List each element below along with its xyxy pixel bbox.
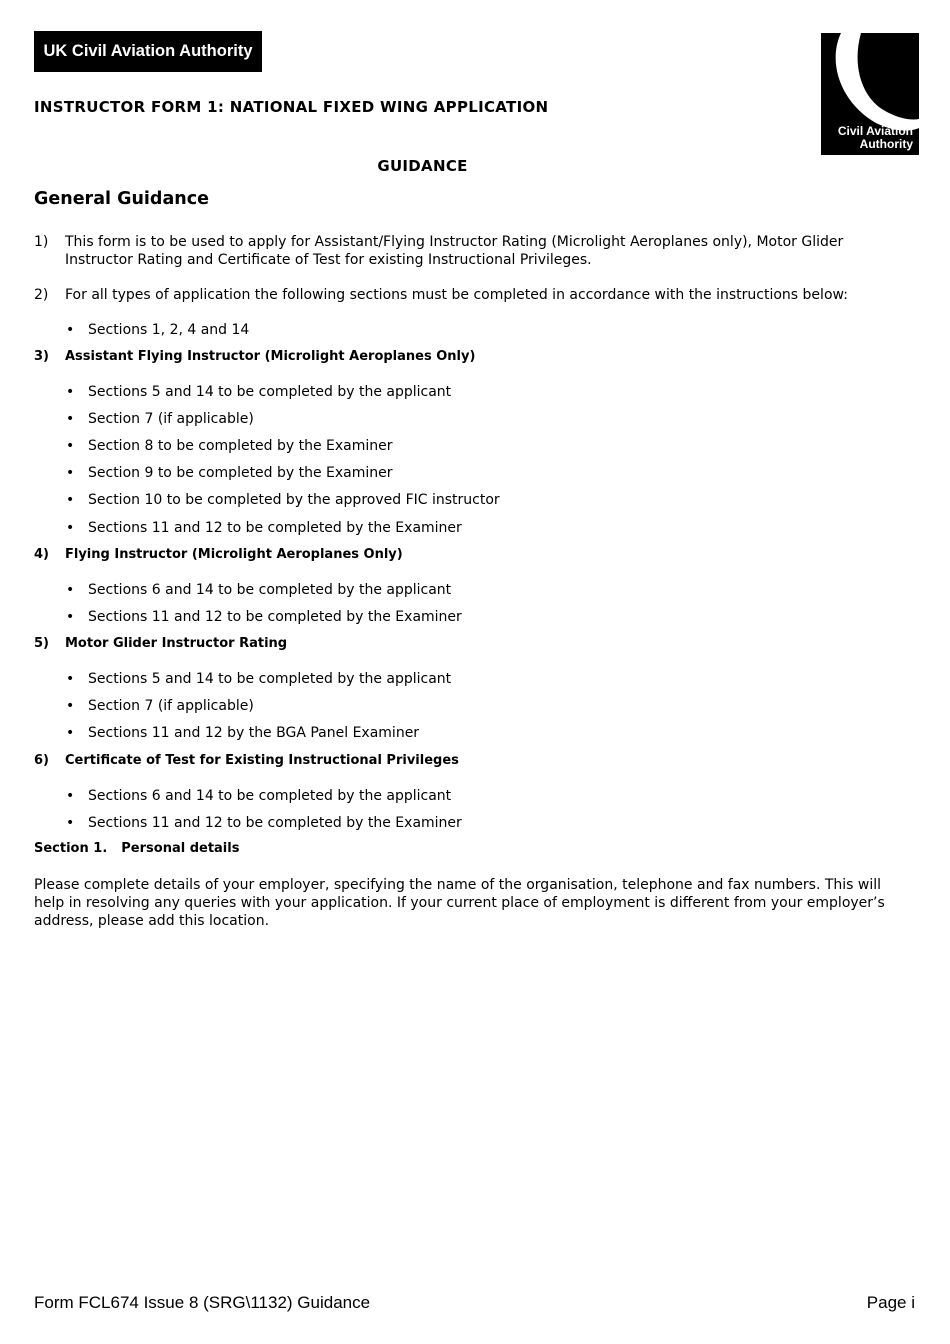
section-1-paragraph: Please complete details of your employer, specifying the name of the organisation, telephone and fax numbers. This will help in resolving any queries with your application. If your current place of employment is different from your employer’s address, please add this location.	[34, 877, 885, 929]
guidance-item-5	[34, 636, 914, 651]
item-number: 1)	[34, 234, 49, 250]
item-number: 3)	[34, 349, 49, 364]
guidance-item-3	[34, 349, 914, 364]
bullet-dot-icon: •	[66, 438, 75, 454]
bullet-dot-icon: •	[66, 788, 75, 804]
bullet-text: Sections 6 and 14 to be completed by the applicant	[88, 788, 452, 804]
form-title: INSTRUCTOR FORM 1: NATIONAL FIXED WING APPLICATION	[34, 98, 549, 116]
bullet-dot-icon: •	[66, 725, 75, 741]
guidance-item-4	[34, 547, 914, 562]
bullet-item	[66, 491, 500, 509]
bullet-dot-icon: •	[66, 384, 75, 400]
item-number: 4)	[34, 547, 49, 562]
guidance-heading: GUIDANCE	[377, 157, 468, 175]
bullet-text: Sections 11 and 12 to be completed by the Examiner	[88, 609, 462, 625]
bullet-item	[66, 608, 462, 626]
guidance-item-1	[34, 233, 914, 269]
bullet-item	[66, 814, 462, 832]
bullet-text: Sections 11 and 12 to be completed by the Examiner	[88, 520, 462, 536]
item-heading: Assistant Flying Instructor (Microlight Aeroplanes Only)	[65, 349, 476, 364]
bullet-dot-icon: •	[66, 582, 75, 598]
item-heading: Certificate of Test for Existing Instructional Privileges	[65, 753, 459, 768]
caa-logo	[821, 33, 919, 155]
general-guidance-heading: General Guidance	[34, 189, 209, 209]
bullet-text: Section 9 to be completed by the Examiner	[88, 465, 393, 481]
footer-form-reference: Form FCL674 Issue 8 (SRG\1132) Guidance	[34, 1293, 371, 1312]
bullet-item	[66, 787, 451, 805]
section-1-heading	[34, 841, 239, 856]
bullet-item	[66, 581, 451, 599]
caa-brand-box: UK Civil Aviation Authority	[34, 31, 262, 72]
bullet-item	[66, 519, 462, 537]
bullet-dot-icon: •	[66, 411, 75, 427]
bullet-text: Section 10 to be completed by the approved FIC instructor	[88, 492, 500, 508]
bullet-text: Section 7 (if applicable)	[88, 411, 254, 427]
item-heading: Flying Instructor (Microlight Aeroplanes Only)	[65, 547, 403, 562]
section-title: Personal details	[121, 841, 240, 856]
bullet-dot-icon: •	[66, 492, 75, 508]
logo-text-line-1: Civil Aviation	[837, 124, 913, 138]
bullet-item	[66, 697, 254, 715]
bullet-text: Section 8 to be completed by the Examiner	[88, 438, 393, 454]
item-number: 5)	[34, 636, 49, 651]
bullet-text: Sections 5 and 14 to be completed by the applicant	[88, 384, 452, 400]
section-label: Section 1.	[34, 841, 108, 856]
item-number: 6)	[34, 753, 49, 768]
bullet-item	[66, 437, 393, 455]
item-text: This form is to be used to apply for Assistant/Flying Instructor Rating (Microlight Aeroplanes only), Motor Glider Instructor Rating and Certificate of Test for existing Instructional Privileges.	[65, 234, 844, 268]
bullet-item	[66, 464, 393, 482]
bullet-item	[66, 724, 419, 742]
logo-text-line-2: Authority	[859, 137, 913, 151]
bullet-text: Section 7 (if applicable)	[88, 698, 254, 714]
bullet-dot-icon: •	[66, 465, 75, 481]
bullet-item	[66, 321, 249, 339]
bullet-dot-icon: •	[66, 520, 75, 536]
item-number: 2)	[34, 287, 49, 303]
logo-text	[838, 125, 913, 151]
bullet-text: Sections 5 and 14 to be completed by the applicant	[88, 671, 452, 687]
bullet-dot-icon: •	[66, 698, 75, 714]
bullet-text: Sections 6 and 14 to be completed by the applicant	[88, 582, 452, 598]
item-heading: Motor Glider Instructor Rating	[65, 636, 288, 651]
bullet-item	[66, 383, 451, 401]
bullet-item	[66, 410, 254, 428]
bullet-dot-icon: •	[66, 322, 75, 338]
bullet-text: Sections 11 and 12 to be completed by the Examiner	[88, 815, 462, 831]
footer-page-number: Page i	[866, 1293, 915, 1312]
item-text: For all types of application the following sections must be completed in accordance with the instructions below:	[65, 287, 848, 303]
bullet-dot-icon: •	[66, 609, 75, 625]
guidance-item-6	[34, 753, 914, 768]
bullet-text: Sections 11 and 12 by the BGA Panel Examiner	[88, 725, 420, 741]
bullet-dot-icon: •	[66, 815, 75, 831]
bullet-item	[66, 670, 451, 688]
bullet-text: Sections 1, 2, 4 and 14	[88, 322, 250, 338]
bullet-dot-icon: •	[66, 671, 75, 687]
guidance-item-2	[34, 286, 914, 304]
